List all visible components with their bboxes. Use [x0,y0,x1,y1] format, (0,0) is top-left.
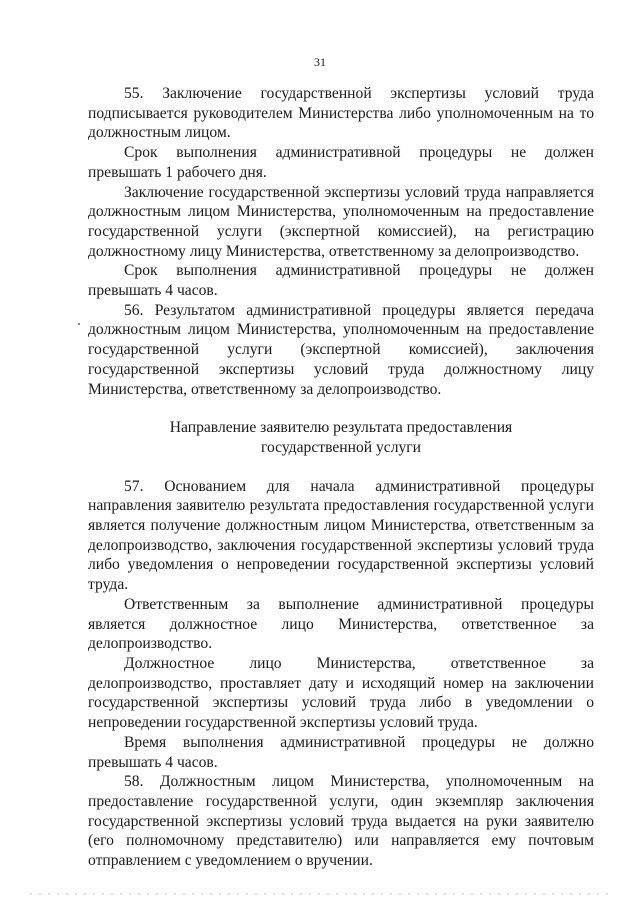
paragraph-57-responsible: Ответственным за выполнение административной процедуры является должностное лицо Министерства, ответственное за делопроизводство. [88,595,594,653]
paragraph-57-deadline: Время выполнения административной процедуры не должно превышать 4 часов. [88,733,594,771]
document-body [88,84,594,871]
paragraph-55: 55. Заключение государственной экспертизы условий труда подписывается руководителем Министерства либо уполномоченным на то должностным лицом. [88,85,594,142]
section-heading: Направление заявителю результата предоставления государственной услуги [169,419,513,456]
scan-mark [78,323,80,325]
scan-edge-noise [30,893,610,895]
paragraph-55-deadline: Срок выполнения административной процедуры не должен превышать 1 рабочего дня. [88,144,594,181]
page-number: 31 [314,55,326,69]
paragraph-55-registration: Заключение государственной экспертизы условий труда направляется должностным лицом Министерства, уполномоченным на предоставление государственной услуги (экспертной комиссией), на регистрацию должностному лицу Министерства, ответственному за делопроизводство. [88,183,594,260]
paragraph-55-registration-deadline: Срок выполнения административной процедуры не должен превышать 4 часов. [88,262,594,300]
paragraph-58: 58. Должностным лицом Министерства, уполномоченным на предоставление государственной услуги, один экземпляр заключения государственной экспертизы условий труда выдается на руки заявителю (его полномочному представителю) или направляется ему почтовым отправлением с уведомлением о вручении. [88,773,594,870]
paragraph-56: 56. Результатом административной процедуры является передача должностным лицом Министерства, уполномоченным на предоставление государственной услуги (экспертной комиссией), заключения государственной экспертизы условий труда должностному лицу Министерства, ответственному за делопроизводство. [88,301,594,398]
paragraph-57: 57. Основанием для начала административной процедуры направления заявителю результата предоставления государственной услуги является получение должностным лицом Министерства, ответственным за делопроизводство, заключения государственной экспертизы условий труда либо уведомления о непроведении государственной экспертизы условий труда. [88,477,594,594]
paragraph-57-official: Должностное лицо Министерства, ответственное за делопроизводство, проставляет дату и исходящий номер на заключении государственной экспертизы условий труда либо в уведомлении о непроведении государственной экспертизы условий труда. [88,654,594,732]
